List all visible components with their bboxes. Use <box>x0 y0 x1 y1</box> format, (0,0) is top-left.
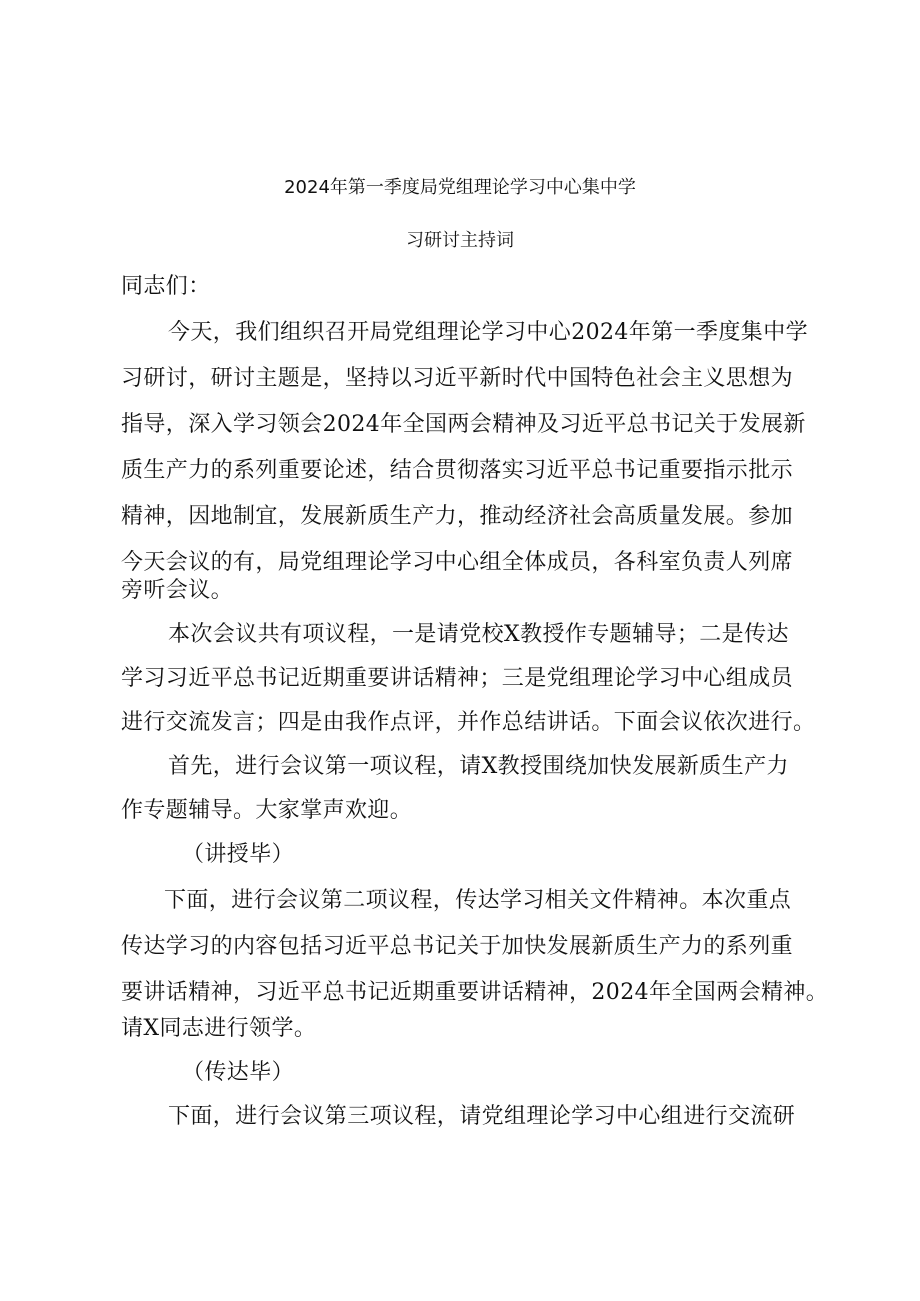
body-line: 要讲话精神，习近平总书记近期重要讲话精神，2024年全国两会精神。 <box>121 980 829 1005</box>
body-line: 质生产力的系列重要论述，结合贯彻落实习近平总书记重要指示批示 <box>121 458 794 483</box>
body-line: 下面，进行会议第三项议程，请党组理论学习中心组进行交流研 <box>168 1104 796 1129</box>
body-line: 下面，进行会议第二项议程，传达学习相关文件精神。本次重点 <box>164 888 792 913</box>
stage-note: （传达毕） <box>182 1060 295 1085</box>
body-line: 首先，进行会议第一项议程，请X教授围绕加快发展新质生产力 <box>168 754 789 779</box>
body-line: 精神，因地制宜，发展新质生产力，推动经济社会高质量发展。参加 <box>121 504 794 529</box>
body-line: 请X同志进行领学。 <box>121 1016 317 1041</box>
salutation: 同志们： <box>121 274 211 299</box>
document-title-line-2: 习研讨主持词 <box>406 230 514 251</box>
body-line: 本次会议共有项议程，一是请党校X教授作专题辅导；二是传达 <box>168 622 789 647</box>
body-line: 指导，深入学习领会2024年全国两会精神及习近平总书记关于发展新 <box>121 412 806 437</box>
body-line: 进行交流发言；四是由我作点评，并作总结讲话。下面会议依次进行。 <box>121 710 816 735</box>
document-title-line-1: 2024年第一季度局党组理论学习中心集中学 <box>284 177 636 198</box>
body-line: 旁听会议。 <box>121 578 234 603</box>
body-line: 作专题辅导。大家掌声欢迎。 <box>121 798 413 823</box>
body-line: 传达学习的内容包括习近平总书记关于加快发展新质生产力的系列重 <box>121 934 794 959</box>
body-line: 学习习近平总书记近期重要讲话精神；三是党组理论学习中心组成员 <box>121 666 794 691</box>
stage-note: （讲授毕） <box>182 842 295 867</box>
body-line: 今天，我们组织召开局党组理论学习中心2024年第一季度集中学 <box>168 320 808 345</box>
body-line: 今天会议的有，局党组理论学习中心组全体成员，各科室负责人列席 <box>121 550 794 575</box>
body-line: 习研讨，研讨主题是，坚持以习近平新时代中国特色社会主义思想为 <box>121 366 794 391</box>
